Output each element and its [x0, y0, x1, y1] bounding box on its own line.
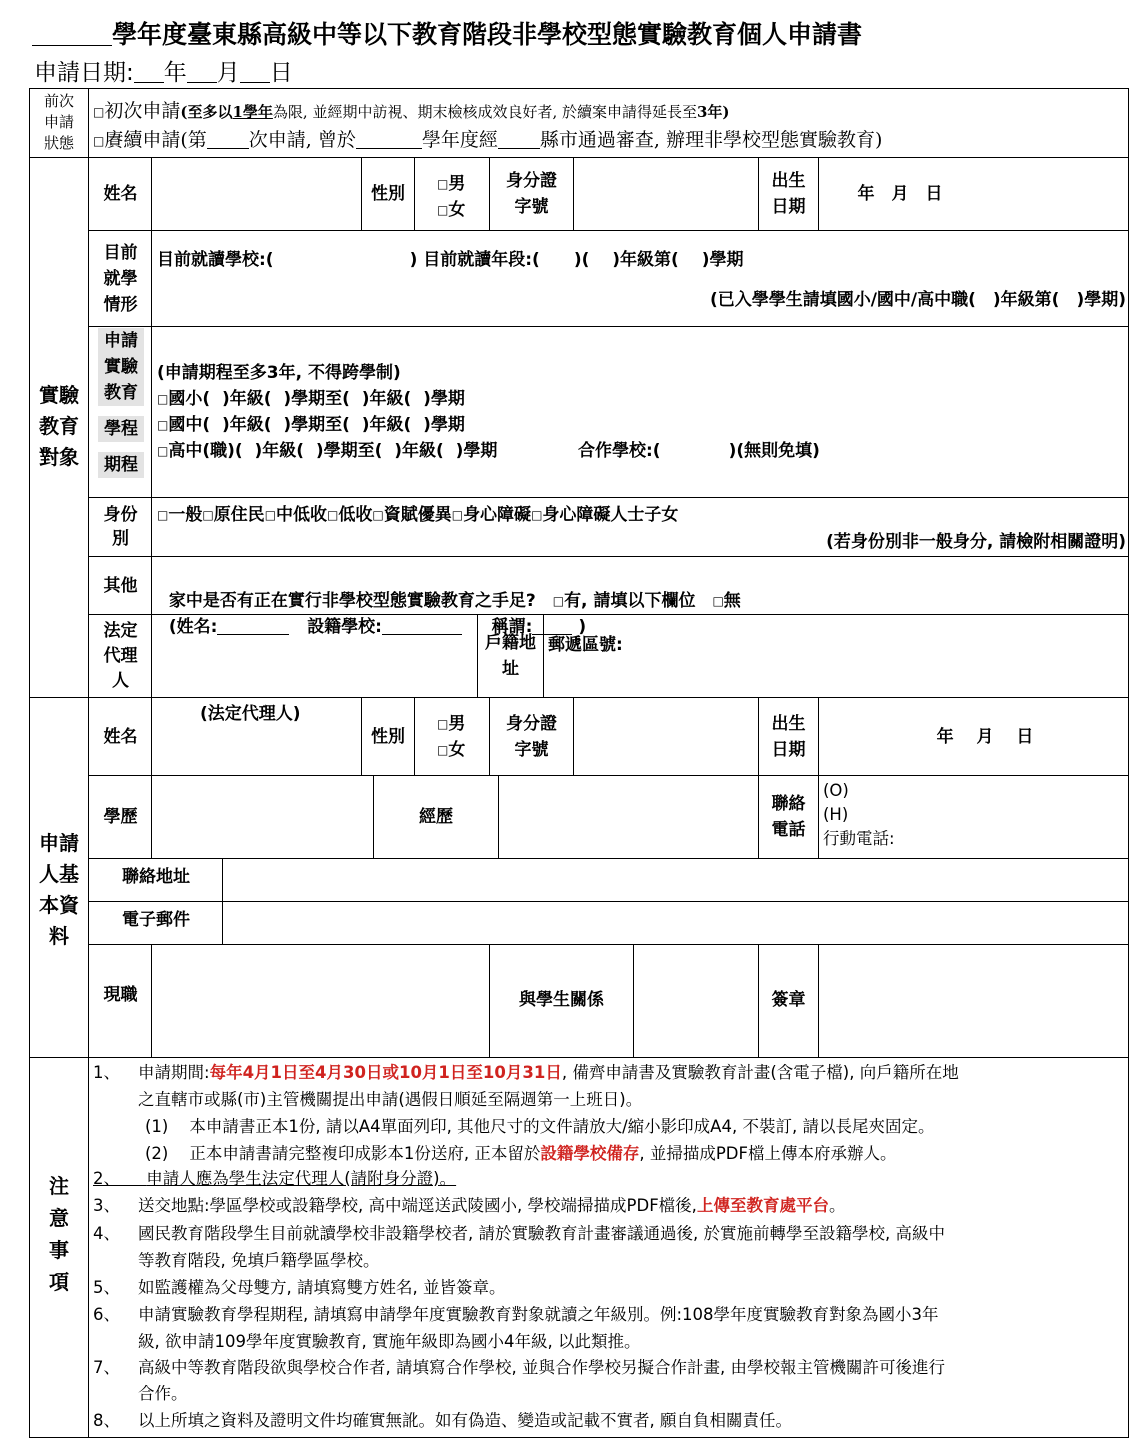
household-address-label: 戶籍地 址 [485, 633, 536, 679]
note-5: 如監護權為父母雙方, 請填寫雙方姓名, 並皆簽章。 [138, 1278, 506, 1297]
note-3: 送交地點:學區學校或設籍學校, 高中端逕送武陵國小, 學校端掃描成PDF檔後,上傳至教育處平台。 [138, 1196, 846, 1215]
program-period-label: 申請 實驗 教育 學程 期程 [98, 328, 144, 478]
other-label: 其他 [103, 575, 138, 596]
relation-label: 與學生關係 [519, 990, 604, 1010]
note-4: 國民教育階段學生目前就讀學校非設籍學校者, 請於實驗教育計畫審議通過後, 於實施前轉學至設籍學校, 高級中 [138, 1224, 945, 1243]
student-id-label: 身分證 字號 [506, 171, 557, 217]
applicant-gender-options[interactable]: □男 □女 [437, 714, 466, 760]
note-1-sub-1: (1) 本申請書正本1份, 請以A4單面列印, 其他尺寸的文件請放大/縮小影印成A4, 不裝訂, 請以長尾夾固定。 [145, 1117, 935, 1136]
zip-code-field[interactable]: 郵遞區號: [548, 635, 623, 655]
experience-label: 經歷 [419, 807, 453, 827]
contact-address-label: 聯絡地址 [122, 866, 190, 887]
program-senior-option[interactable]: □高中(職)( )年級( )學期至( )年級( )學期 [157, 441, 498, 461]
note-6: 申請實驗教育學程期程, 請填寫申請學年度實驗教育對象就讀之年級別。例:108學年度實驗教育對象為國小3年 [138, 1305, 939, 1324]
email-field[interactable] [224, 903, 1127, 943]
current-school-line[interactable]: 目前就讀學校:( ) 目前就讀年段:( )( )年級第( )學期 [157, 250, 744, 270]
note-1-sub-2: (2) 正本申請書請完整複印成影本1份送府, 正本留於設籍學校備存, 並掃描成PDF檔上傳本府承辦人。 [145, 1144, 897, 1163]
contact-address-field[interactable] [224, 860, 1127, 900]
identity-label: 身份 別 [103, 505, 138, 549]
student-id-field[interactable] [575, 159, 757, 229]
note-1: 1、 [93, 1063, 120, 1082]
student-section-label: 實驗 教育 對象 [39, 383, 79, 469]
phone-mobile[interactable]: 行動電話: [823, 829, 895, 848]
experience-field[interactable] [500, 777, 757, 857]
note-1-text: 申請期間:每年4月1日至4月30日或10月1日至10月31日, 備齊申請書及實驗教育計畫(含電子檔), 向戶籍所在地 [138, 1063, 959, 1082]
application-date: 申請日期: 年 月 日 [34, 60, 293, 86]
applicant-section-label: 申請 人基 本資 料 [39, 831, 79, 948]
current-job-label: 現職 [103, 985, 138, 1005]
student-gender-options[interactable]: □男 □女 [437, 174, 466, 220]
identity-disabled[interactable]: □身心障礙 [451, 505, 532, 525]
phone-home[interactable]: (H) [823, 805, 849, 824]
identity-general[interactable]: □一般 [157, 505, 203, 525]
legal-guardian-field[interactable] [153, 616, 475, 696]
student-birth-label: 出生 日期 [771, 171, 806, 217]
note-6-num: 6、 [93, 1305, 120, 1324]
phone-fields[interactable] [823, 779, 895, 851]
note-4-cont: 等教育階段, 免填戶籍學區學校。 [138, 1251, 380, 1270]
identity-note: (若身份別非一般身分, 請檢附相關證明) [826, 532, 1126, 552]
current-job-field[interactable] [153, 946, 488, 1056]
applicant-birth-label: 出生 日期 [771, 713, 806, 760]
note-4-num: 4、 [93, 1224, 120, 1243]
siblings-yes-option[interactable]: □有, 請填以下欄位 [552, 591, 696, 611]
first-application-option[interactable]: □初次申請(至多以1學年為限, 並經期中訪視、期末檢核成效良好者, 於續案申請得延長至3年) [93, 100, 730, 122]
current-schooling-label: 目前 就學 情形 [103, 242, 138, 315]
applicant-id-field[interactable] [575, 699, 757, 774]
note-7-cont: 合作。 [138, 1384, 188, 1403]
form-title: 學年度臺東縣高級中等以下教育階段非學校型態實驗教育個人申請書 [32, 18, 862, 52]
relation-field[interactable] [635, 946, 757, 1056]
note-2: 2、 申請人應為學生法定代理人(請附身分證)。 [93, 1169, 457, 1188]
note-8: 以上所填之資料及證明文件均確實無訛。如有偽造、變造或記載不實者, 願自負相關責任。 [138, 1411, 792, 1430]
date-month-blank[interactable] [187, 59, 217, 83]
program-junior-option[interactable]: □國中( )年級( )學期至( )年級( )學期 [157, 415, 465, 435]
siblings-no-option[interactable]: □無 [712, 591, 741, 611]
note-6-cont: 級, 欲申請109學年度實驗教育, 實施年級即為國小4年級, 以此類推。 [138, 1332, 641, 1351]
note-3-num: 3、 [93, 1196, 120, 1215]
prev-status-label: 前次 申請 狀態 [43, 92, 74, 152]
note-5-num: 5、 [93, 1278, 120, 1297]
identity-indigenous[interactable]: □原住民 [202, 505, 265, 525]
renewal-application-option[interactable]: □賡續申請(第 次申請, 曾於 學年度經 縣市通過審查, 辦理非學校型態實驗教育) [93, 129, 883, 151]
seal-label: 簽章 [771, 990, 806, 1010]
applicant-name-note: (法定代理人) [200, 704, 301, 724]
education-label: 學歷 [103, 807, 138, 827]
program-elementary-option[interactable]: □國小( )年級( )學期至( )年級( )學期 [157, 389, 465, 409]
student-name-field[interactable] [153, 159, 360, 229]
note-8-num: 8、 [93, 1411, 120, 1430]
student-birth-field[interactable]: 年 月 日 [857, 184, 943, 204]
identity-gifted[interactable]: □資賦優異 [372, 505, 452, 525]
applicant-gender-label: 性別 [371, 726, 405, 747]
identity-low-income[interactable]: □低收 [327, 505, 373, 525]
applicant-birth-field[interactable]: 年 月 日 [936, 726, 1034, 747]
siblings-question: 家中是否有正在實行非學校型態實驗教育之手足? □有, 請填以下欄位 □無 [168, 591, 741, 611]
date-day-blank[interactable] [240, 59, 270, 83]
email-label: 電子郵件 [122, 909, 190, 930]
note-7-num: 7、 [93, 1358, 120, 1377]
phone-label: 聯絡 電話 [771, 794, 806, 840]
partner-school-field[interactable]: 合作學校:( )(無則免填) [578, 441, 820, 461]
student-name-label: 姓名 [103, 184, 138, 204]
notes-section-label: 注 意 事 項 [49, 1174, 69, 1294]
siblings-detail-line[interactable]: (姓名: 設籍學校: 稱謂: ) [168, 617, 587, 637]
student-gender-label: 性別 [371, 184, 405, 204]
identity-options[interactable] [157, 502, 678, 528]
applicant-name-label: 姓名 [103, 726, 138, 747]
note-7: 高級中等教育階段欲與學校合作者, 請填寫合作學校, 並與合作學校另擬合作計畫, 由學校報主管機關許可後進行 [138, 1358, 945, 1377]
seal-field[interactable] [820, 946, 1127, 1056]
identity-child-of-disabled[interactable]: □身心障礙人士子女 [531, 505, 679, 525]
note-1-text-cont: 之直轄市或縣(市)主管機關提出申請(遇假日順延至隔週第一上班日)。 [138, 1090, 643, 1109]
academic-year-blank[interactable] [32, 20, 112, 46]
current-grade-line[interactable]: (已入學學生請填國小/國中/高中職( )年級第( )學期) [709, 290, 1126, 310]
legal-guardian-label: 法定 代理 人 [103, 620, 138, 691]
applicant-id-label: 身分證 字號 [506, 713, 557, 760]
phone-office[interactable]: (O) [823, 781, 849, 800]
identity-mid-low-income[interactable]: □中低收 [264, 505, 328, 525]
program-note: (申請期程至多3年, 不得跨學制) [157, 363, 401, 383]
date-year-blank[interactable] [134, 59, 164, 83]
education-field[interactable] [153, 777, 372, 857]
